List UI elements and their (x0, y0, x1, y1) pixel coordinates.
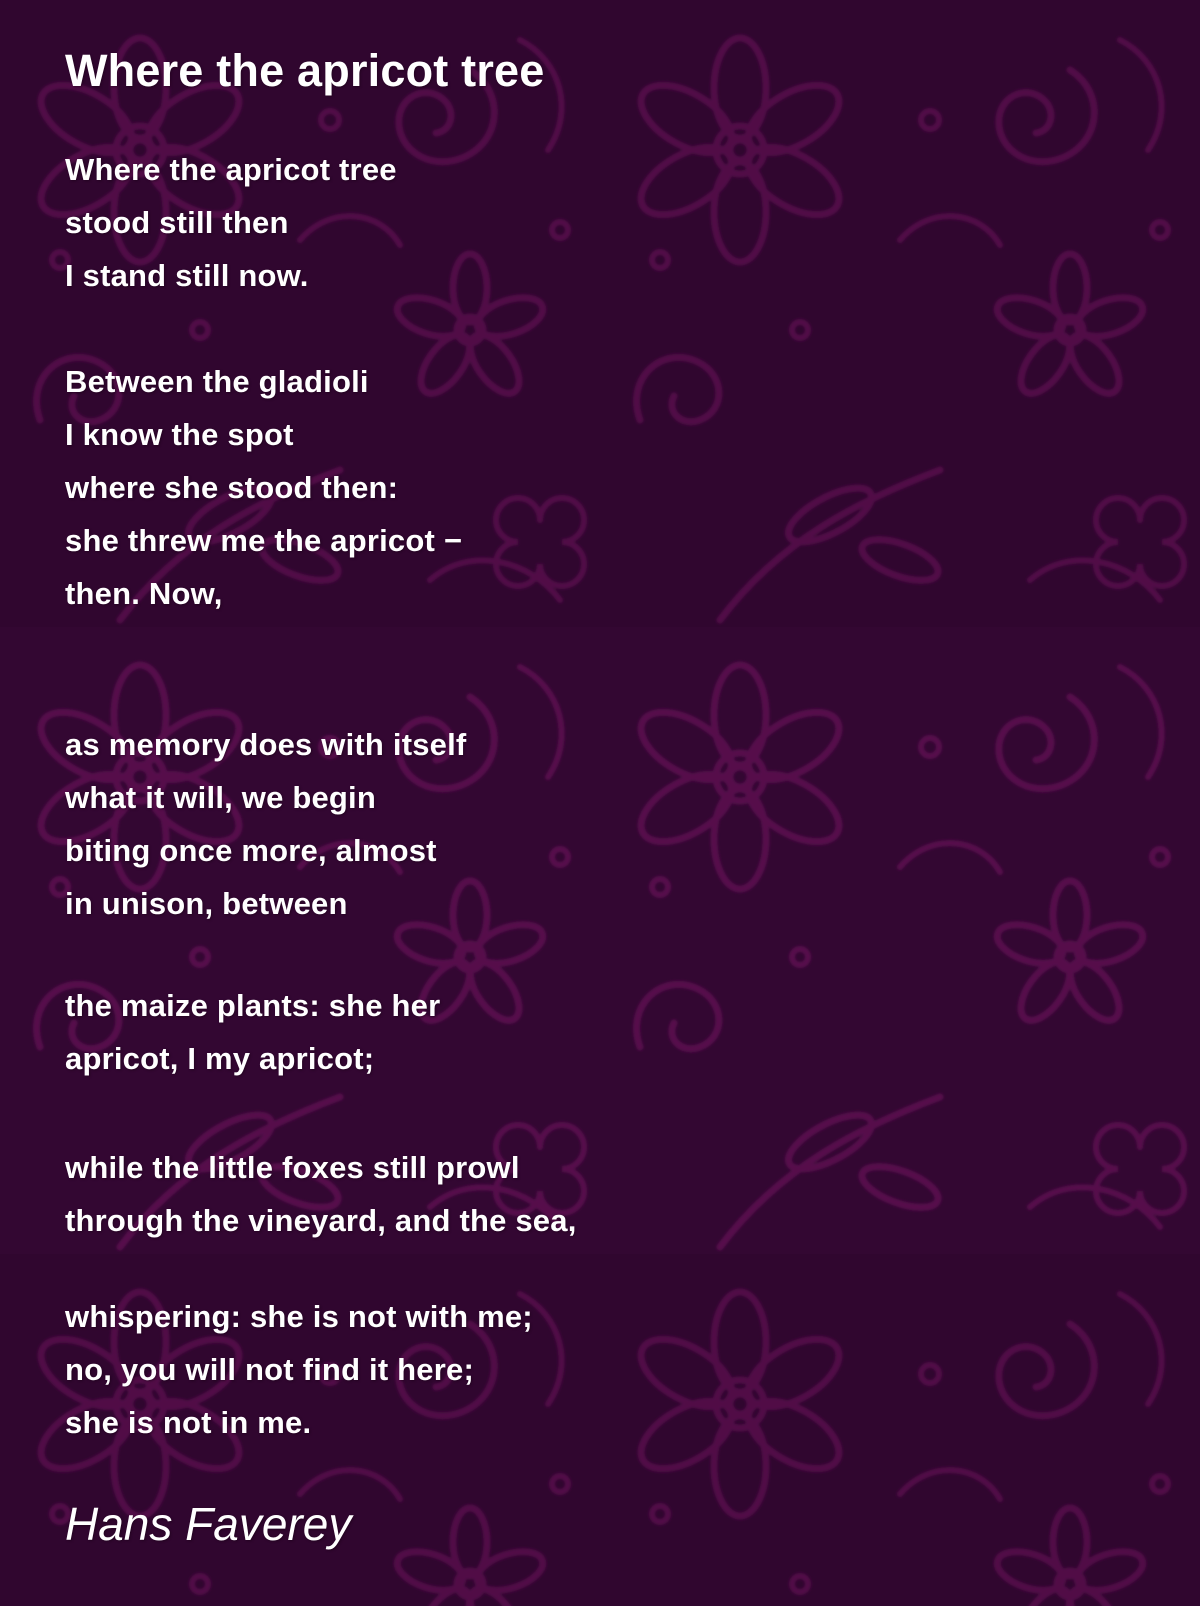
poem-stanza-6 (65, 1290, 533, 1449)
poem-line: in unison, between (65, 886, 348, 921)
poem-stanza-3 (65, 718, 466, 930)
poem-line: the maize plants: she her (65, 988, 441, 1023)
poem-stanza-5 (65, 1141, 577, 1247)
poem-line: stood still then (65, 205, 289, 240)
poem-line: Between the gladioli (65, 364, 369, 399)
poem-line: whispering: she is not with me; (65, 1299, 533, 1334)
poem-line: I know the spot (65, 417, 294, 452)
poem-stanza-1 (65, 143, 397, 302)
poem-line: I stand still now. (65, 258, 309, 293)
poem-line: apricot, I my apricot; (65, 1041, 375, 1076)
poem-stanza-4 (65, 979, 440, 1085)
poem-line: no, you will not find it here; (65, 1352, 474, 1387)
poem-line: what it will, we begin (65, 780, 376, 815)
poem-line: Where the apricot tree (65, 152, 397, 187)
poem-author: Hans Faverey (65, 1498, 352, 1550)
poem-line: she threw me the apricot − (65, 523, 463, 558)
poem-line: as memory does with itself (65, 727, 467, 762)
poem-line: then. Now, (65, 576, 223, 611)
poem-line: she is not in me. (65, 1405, 312, 1440)
poem-line: biting once more, almost (65, 833, 437, 868)
poem-line: while the little foxes still prowl (65, 1150, 520, 1185)
poem-title: Where the apricot tree (65, 45, 545, 96)
poem-line: through the vineyard, and the sea, (65, 1203, 577, 1238)
poem-stanza-2 (65, 355, 462, 620)
poem-line: where she stood then: (65, 470, 399, 505)
